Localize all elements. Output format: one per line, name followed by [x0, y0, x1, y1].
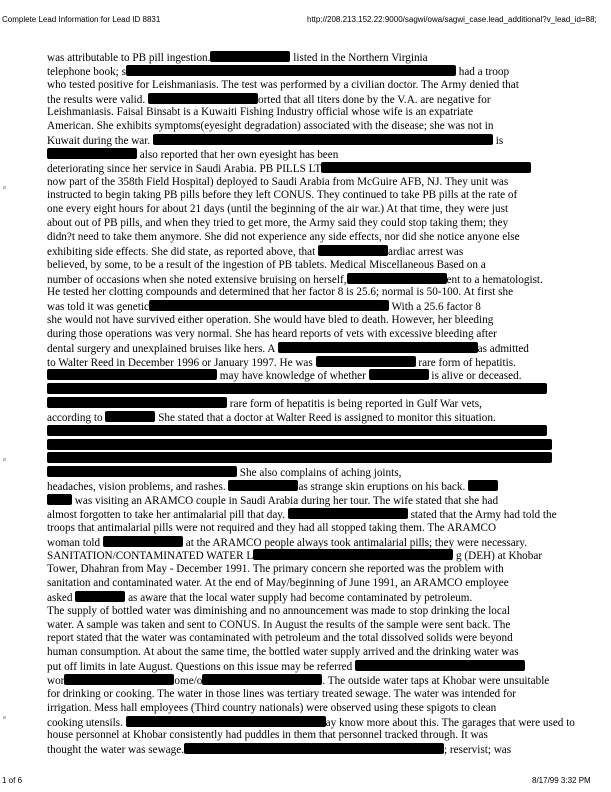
- redaction-block: [253, 549, 453, 560]
- redaction-block: [47, 148, 137, 159]
- text-line: [47, 314, 556, 328]
- text-line: [47, 466, 556, 480]
- text-segment: as admitted: [477, 342, 529, 355]
- text-segment: sanitation and contaminated water. At the end of May/beginning of June 1991, an ARAMCO employee: [47, 577, 509, 590]
- text-line: [47, 522, 556, 536]
- text-line: [47, 189, 556, 203]
- text-line: [47, 425, 556, 439]
- text-line: [47, 619, 556, 633]
- text-line: [47, 646, 556, 660]
- text-segment: for drinking or cooking. The water in those lines was tertiary treated sewage. The water was intended for: [47, 687, 516, 700]
- redaction-block: [148, 93, 258, 104]
- text-segment: She also complains of aching joints,: [237, 467, 402, 480]
- redaction-block: [202, 674, 322, 685]
- text-segment: about out of PB pills, and when they tried to get more, the Army said they could stop taking them; they: [47, 217, 509, 230]
- text-line: [47, 383, 556, 397]
- text-line: [47, 259, 556, 273]
- text-line: [47, 65, 556, 79]
- text-line: [47, 632, 556, 646]
- page-number: 1 of 6: [2, 776, 23, 785]
- text-segment: SANITATION/CONTAMINATED WATER L: [47, 550, 254, 563]
- text-segment: one every eight hours for about 21 days (until the beginning of the air war.) At that time, they were just: [47, 203, 509, 216]
- text-line: [47, 688, 556, 702]
- text-segment: deteriorating since her service in Saudi Arabia. PB PILLS LT: [47, 162, 322, 175]
- redaction-block: [210, 51, 290, 62]
- text-segment: wor: [47, 674, 65, 687]
- text-segment: With a 25.6 factor 8: [388, 301, 481, 314]
- text-segment: the results were valid.: [47, 93, 148, 106]
- redaction-block: [355, 660, 525, 671]
- text-line: [47, 536, 556, 550]
- text-line: [47, 729, 556, 743]
- text-segment: as aware that the local water supply had become contaminated by petroleum.: [125, 591, 473, 604]
- text-line: [47, 494, 556, 508]
- text-segment: put off limits in late August. Questions on this issue may be referred: [47, 661, 356, 674]
- margin-mark: [3, 186, 6, 189]
- text-segment: is alive or deceased.: [428, 370, 522, 383]
- document-body: [47, 51, 575, 757]
- text-segment: as strange skin eruptions on his back.: [298, 481, 469, 494]
- text-segment: she would not have survived either operation. She would have bled to death. However, her bleeding: [47, 314, 494, 327]
- text-segment: American. She exhibits symptoms(eyesight degradation) associated with the disease; she was not in: [47, 120, 494, 133]
- text-segment: was told it was genetic: [47, 301, 149, 314]
- redaction-block: [316, 356, 416, 367]
- text-segment: headaches, vision problems, and rashes.: [47, 481, 229, 494]
- text-line: [47, 563, 556, 577]
- text-segment: was visiting an ARAMCO couple in Saudi Arabia during her tour. The wife stated that she had: [72, 495, 499, 507]
- text-segment: exhibiting side effects. She did state, as reported above, that: [47, 245, 319, 258]
- redaction-block: [288, 508, 408, 519]
- text-line: [47, 439, 556, 453]
- text-line: [47, 674, 556, 688]
- text-segment: is: [492, 135, 504, 148]
- text-line: [47, 162, 556, 176]
- print-timestamp: 8/17/99 3:32 PM: [532, 776, 591, 785]
- text-segment: asked: [47, 591, 76, 604]
- text-segment: Tower, Dhahran from May - December 1991. The primary concern she reported was the problem with: [47, 563, 504, 576]
- text-segment: rare form of hepatitis is being reported in Gulf War vets,: [227, 398, 482, 411]
- text-segment: number of occasions when she noted extensive bruising on herself,: [47, 273, 347, 286]
- text-segment: He tested her clotting compounds and determined that her factor 8 is 25.6; normal is 50-100. At first she: [47, 286, 514, 299]
- text-segment: almost forgotten to take her antimalarial pill that day.: [47, 508, 288, 521]
- text-line: [47, 328, 556, 342]
- text-line: [47, 148, 556, 162]
- redaction-block: [126, 65, 456, 76]
- text-segment: Kuwait during the war.: [47, 135, 153, 148]
- text-line: [47, 397, 556, 411]
- text-line: [47, 51, 556, 65]
- text-segment: Leishmaniasis. Faisal Binsabt is a Kuwaiti Fishing Industry official whose wife is an expatriate: [47, 106, 474, 119]
- redaction-block: [64, 674, 174, 685]
- redaction-block: [47, 383, 547, 394]
- text-line: [47, 120, 556, 134]
- text-segment: human consumption. At about the same time, the bottled water supply arrived and the drinking water was: [47, 646, 519, 659]
- redaction-block: [103, 536, 183, 547]
- text-segment: to Walter Reed in December 1996 or January 1997. He was: [47, 356, 316, 369]
- text-line: [47, 660, 556, 674]
- text-segment: ome/o: [174, 674, 203, 687]
- text-segment: was attributable to PB pill ingestion.: [47, 52, 211, 64]
- text-line: [47, 203, 556, 217]
- text-segment: woman told: [47, 536, 103, 549]
- text-segment: orted that all titers done by the V.A. are negative for: [257, 93, 491, 106]
- text-segment: now part of the 358th Field Hospital) deployed to Saudi Arabia from McGuire AFB, NJ. They unit was: [47, 175, 509, 188]
- text-segment: also reported that her own eyesight has been: [137, 148, 339, 161]
- text-line: [47, 273, 556, 287]
- text-segment: ay know more about this. The garages that were used to: [325, 716, 575, 729]
- text-line: [47, 605, 556, 619]
- redaction-block: [105, 411, 155, 422]
- text-line: [47, 549, 556, 563]
- text-segment: She stated that a doctor at Walter Reed is assigned to monitor this situation.: [155, 411, 496, 424]
- text-segment: thought the water was sewage.: [47, 744, 185, 757]
- text-segment: g (DEH) at Khobar: [453, 550, 543, 563]
- text-line: [47, 356, 556, 370]
- text-segment: telephone book; s: [47, 65, 126, 78]
- text-segment: cooking utensils.: [47, 716, 126, 729]
- redaction-block: [149, 300, 389, 311]
- text-line: [47, 245, 556, 259]
- redaction-block: [278, 342, 478, 353]
- margin-mark: [3, 458, 6, 461]
- text-line: [47, 577, 556, 591]
- text-line: [47, 79, 556, 93]
- redaction-block: [75, 591, 125, 602]
- redaction-block: [47, 494, 72, 505]
- text-segment: stated that the Army had told the: [407, 508, 557, 521]
- text-segment: listed in the Northern Virginia: [290, 52, 428, 64]
- text-line: [47, 743, 556, 757]
- text-line: [47, 231, 556, 245]
- text-line: [47, 508, 556, 522]
- redaction-block: [47, 439, 552, 450]
- redaction-block: [126, 716, 326, 727]
- redaction-block: [47, 397, 227, 408]
- redaction-block: [321, 162, 531, 173]
- redaction-block: [47, 369, 217, 380]
- text-line: [47, 480, 556, 494]
- text-line: [47, 286, 556, 300]
- text-segment: ent to a hematologist.: [446, 273, 543, 286]
- text-line: [47, 702, 556, 716]
- text-line: [47, 93, 556, 107]
- text-line: [47, 369, 556, 383]
- text-segment: didn?t need to take them anymore. She did not experience any side effects, nor did she notice anyone else: [47, 230, 520, 243]
- text-segment: at the ARAMCO people always took antimalarial pills; they were necessary.: [182, 536, 528, 549]
- text-segment: ardiac arrest was: [388, 245, 464, 258]
- text-segment: dental surgery and unexplained bruises like hers. A: [47, 342, 278, 355]
- text-line: [47, 452, 556, 466]
- redaction-block: [184, 743, 444, 754]
- redaction-block: [347, 273, 447, 284]
- text-segment: water. A sample was taken and sent to CONUS. In August the results of the sample were sent back. The: [47, 618, 511, 631]
- redaction-block: [153, 134, 493, 145]
- text-segment: who tested positive for Leishmaniasis. The test was performed by a civilian doctor. The Army denied that: [47, 78, 519, 91]
- redaction-block: [47, 466, 237, 477]
- redaction-block: [47, 425, 547, 436]
- text-line: [47, 300, 556, 314]
- text-segment: irrigation. Mess hall employees (Third country nationals) were observed using these spigots to clean: [47, 701, 497, 714]
- page-header-title: Complete Lead Information for Lead ID 8831: [2, 15, 161, 24]
- text-segment: report stated that the water was contaminated with petroleum and the total dissolved solids were beyond: [47, 632, 513, 645]
- text-segment: had a troop: [455, 65, 510, 78]
- redaction-block: [468, 480, 498, 491]
- text-line: [47, 134, 556, 148]
- text-segment: believed, by some, to be a result of the ingestion of PB tablets. Medical Miscellaneous Based on a: [47, 258, 486, 271]
- redaction-block: [47, 452, 552, 463]
- text-segment: during those operations was very normal. She has heard reports of vets with excessive bleeding after: [47, 327, 497, 340]
- text-segment: rare form of hepatitis.: [415, 356, 516, 369]
- text-segment: . The outside water taps at Khobar were unsuitable: [322, 674, 550, 687]
- redaction-block: [369, 369, 429, 380]
- text-line: [47, 591, 556, 605]
- margin-mark: [3, 716, 6, 719]
- text-line: [47, 217, 556, 231]
- text-segment: troops that antimalarial pills were not required and they had all stopped taking them. The ARAMCO: [47, 521, 497, 534]
- text-segment: according to: [47, 411, 106, 424]
- redaction-block: [318, 245, 388, 256]
- text-line: [47, 106, 556, 120]
- text-line: [47, 716, 575, 730]
- page-header-url: http://208.213.152.22:9000/sagwi/owa/sagwi_case.lead_additional?v_lead_id=88;: [307, 15, 597, 24]
- text-line: [47, 342, 556, 356]
- text-segment: instructed to begin taking PB pills before they left CONUS. They continued to take PB pills at the rate of: [47, 189, 518, 202]
- text-line: [47, 411, 556, 425]
- redaction-block: [228, 480, 298, 491]
- text-line: [47, 176, 556, 190]
- text-segment: The supply of bottled water was diminishing and no announcement was made to stop drinking the local: [47, 604, 510, 617]
- text-segment: house personnel at Khobar consistently had puddles in them that personnel tracked through. It was: [47, 729, 488, 742]
- text-segment: may have knowledge of whether: [217, 370, 369, 383]
- text-segment: ; reservist; was: [444, 744, 512, 757]
